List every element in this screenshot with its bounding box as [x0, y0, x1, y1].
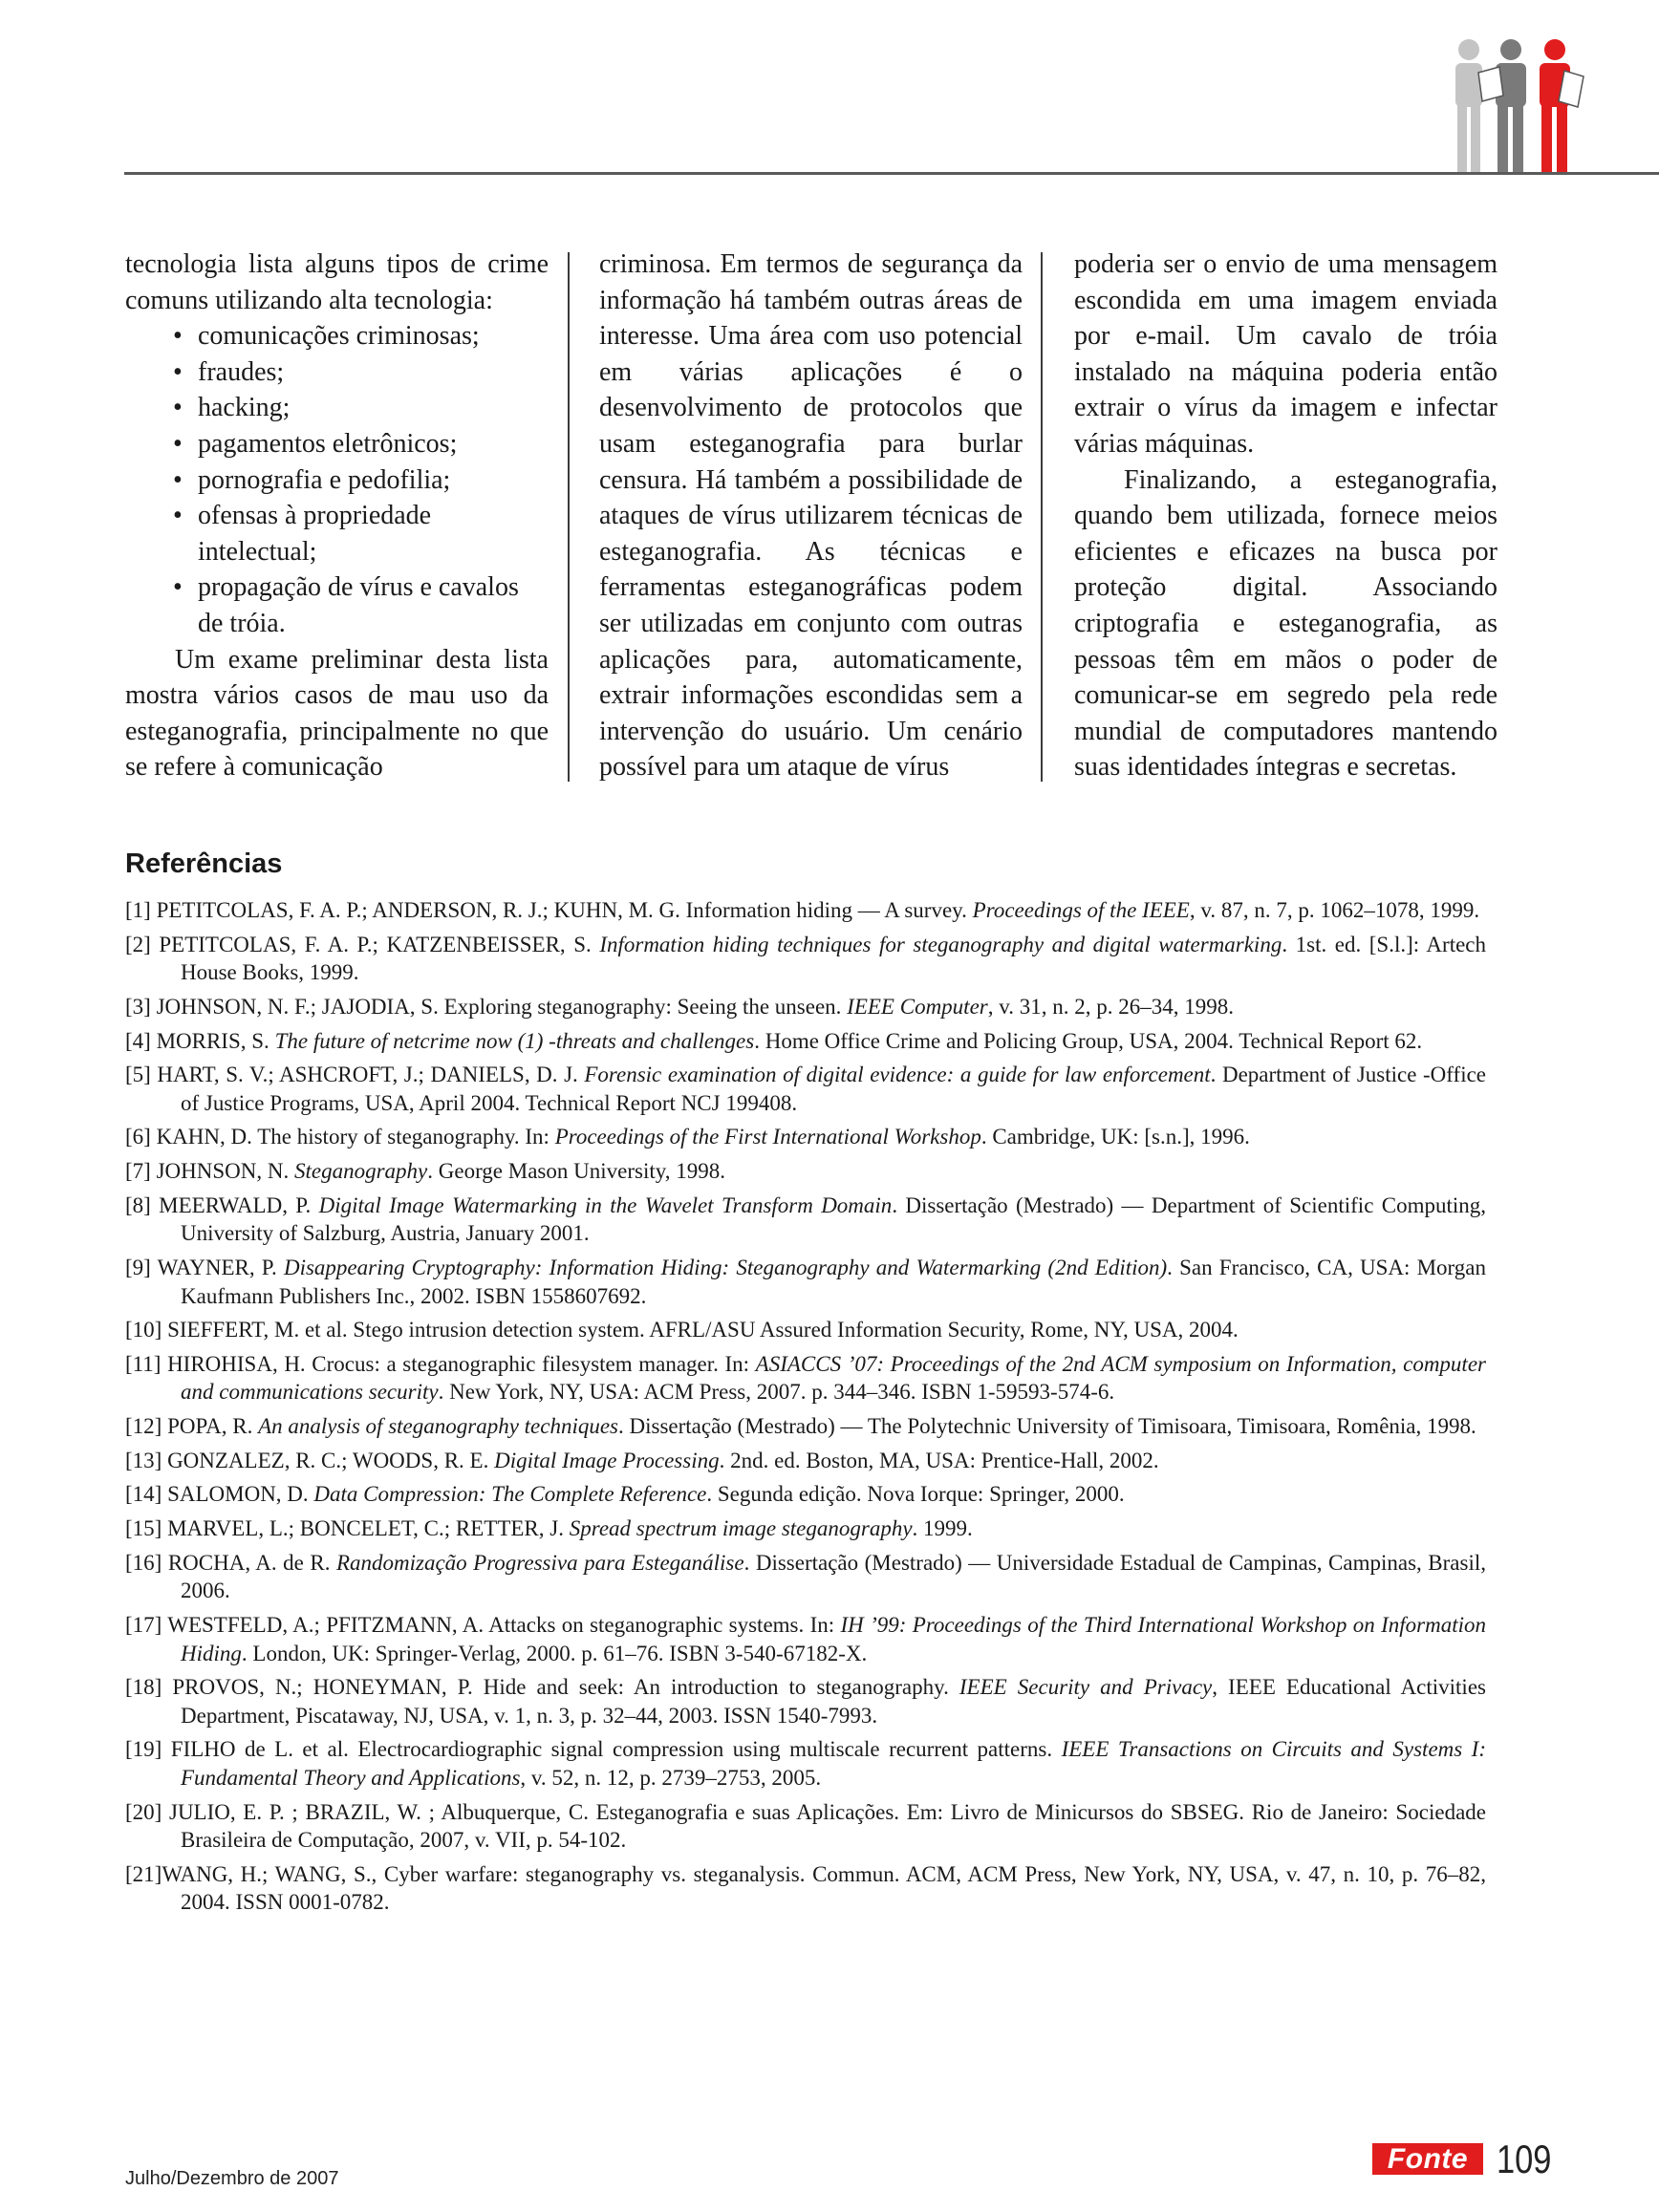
reference-title: Information hiding techniques for steganography and digital watermarking: [599, 932, 1282, 956]
reference-title: Steganography: [293, 1159, 428, 1184]
reference-item: [125, 1735, 1486, 1792]
reference-title: Digital Image Watermarking in the Wavelet Transform Domain: [318, 1192, 893, 1217]
reference-title: ASIACCS ’07: Proceedings of the 2nd ACM symposium on Information, computer and communications security: [181, 1351, 1486, 1405]
list-item: • propagação de vírus e cavalos de tróia.: [173, 569, 549, 641]
reference-details: . Department of Justice -Office of Justice Programs, USA, April 2004. Technical Report NCJ 199408.: [181, 1063, 1486, 1115]
reference-text: [18] PROVOS, N.; HONEYMAN, P. Hide and seek: An introduction to steganography.: [125, 1675, 959, 1700]
reference-details: . 1999.: [912, 1516, 973, 1541]
reference-text: [10] SIEFFERT, M. et al. Stego intrusion detection system. AFRL/ASU Assured Information Security, Rome, NY, USA, 2004.: [125, 1318, 1239, 1342]
reference-title: Spread spectrum image steganography: [569, 1516, 913, 1541]
page-number: 109: [1497, 2137, 1552, 2181]
footer-date: Julho/Dezembro de 2007: [125, 2168, 339, 2189]
reference-details: . San Francisco, CA, USA: Morgan Kaufmann Publishers Inc., 2002. ISBN 1558607692.: [181, 1256, 1487, 1308]
reference-title: The future of netcrime now (1) -threats and challenges: [274, 1028, 755, 1053]
reference-details: . Home Office Crime and Policing Group, USA, 2004. Technical Report 62.: [754, 1028, 1423, 1053]
reference-item: [125, 1350, 1486, 1407]
reference-text: [5] HART, S. V.; ASHCROFT, J.; DANIELS, D. J.: [125, 1063, 585, 1087]
reference-text: [8] MEERWALD, P.: [125, 1192, 319, 1217]
reference-details: . Dissertação (Mestrado) — Universidade Estadual de Campinas, Campinas, Brasil, 2006.: [181, 1550, 1486, 1603]
reference-title: Forensic examination of digital evidence: a guide for law enforcement: [584, 1063, 1211, 1087]
reference-text: [9] WAYNER, P.: [125, 1256, 284, 1279]
reference-details: , v. 52, n. 12, p. 2739–2753, 2005.: [520, 1765, 822, 1790]
column1-paragraph: Um exame preliminar desta lista mostra vários casos de mau uso da esteganografia, principalmente no que se refere à comunicação: [125, 644, 549, 783]
list-item: • ofensas à propriedade intelectual;: [173, 498, 549, 569]
reference-details: , v. 31, n. 2, p. 26–34, 1998.: [987, 994, 1234, 1019]
reference-item: [125, 1061, 1486, 1117]
reference-item: [125, 1860, 1486, 1917]
column2-paragraph: criminosa. Em termos de segurança da informação há também outras áreas de interesse. Uma área com uso potencial em várias aplicações é o desenvolvimento de protocolos que usam esteganografia para burlar censura. Há também a possibilidade de ataques de vírus utilizarem técnicas de esteganografia. As técnicas e ferramentas esteganográficas podem ser utilizadas em conjunto com outras aplicações para, automaticamente, extrair informações escondidas sem a intervenção do usuário. Um cenário possível para um ataque de vírus: [599, 249, 1023, 783]
reference-details: . Dissertação (Mestrado) — The Polytechnic University of Timisoara, Timisoara, Romênia, 1998.: [618, 1414, 1476, 1439]
brand-badge: Fonte: [1372, 2143, 1483, 2175]
reference-item: [125, 1412, 1486, 1441]
reference-text: [4] MORRIS, S.: [125, 1028, 275, 1053]
reference-item: [125, 1798, 1486, 1855]
reference-details: . 2nd. ed. Boston, MA, USA: Prentice-Hall, 2002.: [719, 1448, 1159, 1472]
reference-title: Proceedings of the IEEE: [972, 898, 1190, 922]
reference-title: IEEE Transactions on Circuits and Systems I: Fundamental Theory and Applications: [181, 1737, 1487, 1790]
list-item: • hacking;: [173, 390, 549, 426]
reference-item: [125, 1480, 1486, 1509]
reference-item: [125, 1447, 1486, 1475]
reference-text: [1] PETITCOLAS, F. A. P.; ANDERSON, R. J.; KUHN, M. G. Information hiding — A survey.: [125, 898, 973, 922]
reference-text: [6] KAHN, D. The history of steganography. In:: [125, 1125, 555, 1149]
column-divider: [568, 252, 570, 782]
column-divider: [1041, 252, 1043, 782]
reference-text: [13] GONZALEZ, R. C.; WOODS, R. E.: [125, 1448, 495, 1472]
reference-details: . Dissertação (Mestrado) — Department of Scientific Computing, University of Salzburg, Austria, January 2001.: [181, 1192, 1486, 1246]
column3-paragraph-1: poderia ser o envio de uma mensagem escondida em uma imagem enviada por e-mail. Um cavalo de tróia instalado na máquina poderia então extrair o vírus da imagem e infectar várias máquinas.: [1074, 249, 1497, 459]
reference-title: IH ’99: Proceedings of the Third International Workshop on Information Hiding: [181, 1613, 1486, 1665]
list-item: • comunicações criminosas;: [173, 318, 549, 354]
reference-item: [125, 1549, 1486, 1605]
references-list: [125, 896, 1486, 1922]
reference-details: . Segunda edição. Nova Iorque: Springer, 2000.: [706, 1482, 1125, 1507]
reference-details: . George Mason University, 1998.: [427, 1159, 725, 1184]
reference-title: Proceedings of the First International Workshop: [554, 1125, 981, 1149]
header-rule: [124, 172, 1659, 175]
reference-title: Data Compression: The Complete Reference: [313, 1482, 707, 1507]
reference-item: [125, 896, 1486, 925]
reference-text: [2] PETITCOLAS, F. A. P.; KATZENBEISSER, S.: [125, 932, 600, 956]
reference-item: [125, 1514, 1486, 1543]
text-column-3: [1074, 247, 1497, 785]
text-column-2: [599, 247, 1023, 785]
reference-item: [125, 1157, 1486, 1186]
reference-title: IEEE Computer: [847, 994, 988, 1019]
reference-text: [20] JULIO, E. P. ; BRAZIL, W. ; Albuquerque, C. Esteganografia e suas Aplicações. Em: Livro de Minicursos do SBSEG. Rio de Janeiro: Sociedade Brasileira de Computação, 2007, v. VII, p. 54-102.: [125, 1799, 1486, 1853]
reference-title: Disappearing Cryptography: Information Hiding: Steganography and Watermarking (2nd Edition): [283, 1256, 1168, 1279]
crime-type-list: [125, 318, 549, 641]
reference-item: [125, 1123, 1486, 1151]
reference-text: [15] MARVEL, L.; BONCELET, C.; RETTER, J.: [125, 1516, 570, 1541]
reference-title: IEEE Security and Privacy: [959, 1675, 1213, 1700]
reference-item: [125, 1673, 1486, 1729]
list-item: • fraudes;: [173, 354, 549, 391]
reference-text: [12] POPA, R.: [125, 1414, 259, 1439]
reference-item: [125, 1027, 1486, 1056]
reference-item: [125, 993, 1486, 1021]
reference-item: [125, 1611, 1486, 1667]
reference-details: . London, UK: Springer-Verlag, 2000. p. 61–76. ISBN 3-540-67182-X.: [241, 1641, 868, 1665]
reference-text: [7] JOHNSON, N.: [125, 1159, 294, 1184]
references-heading: Referências: [125, 848, 283, 879]
list-item: • pornografia e pedofilia;: [173, 462, 549, 499]
list-item: • pagamentos eletrônicos;: [173, 426, 549, 462]
reference-item: [125, 1316, 1486, 1344]
reference-details: . Cambridge, UK: [s.n.], 1996.: [980, 1125, 1250, 1149]
reference-text: [14] SALOMON, D.: [125, 1482, 314, 1507]
reference-details: . 1st. ed. [S.l.]: Artech House Books, 1999.: [181, 932, 1487, 985]
reference-text: [21]WANG, H.; WANG, S., Cyber warfare: steganography vs. steganalysis. Commun. ACM, ACM Press, New York, NY, USA, v. 47, n. 10, p. 76–82, 2004. ISSN 0001-0782.: [125, 1861, 1486, 1915]
reference-item: [125, 1254, 1486, 1310]
column1-intro: tecnologia lista alguns tipos de crime comuns utilizando alta tecnologia:: [125, 249, 549, 315]
reference-details: , v. 87, n. 7, p. 1062–1078, 1999.: [1189, 898, 1480, 922]
reference-text: [16] ROCHA, A. de R.: [125, 1550, 336, 1575]
reference-item: [125, 1192, 1486, 1248]
reference-item: [125, 931, 1486, 987]
text-column-1: [125, 247, 549, 785]
reference-details: , IEEE Educational Activities Department, Piscataway, NJ, USA, v. 1, n. 3, p. 32–44, 2003. ISSN 1540-7993.: [181, 1675, 1486, 1728]
reference-text: [17] WESTFELD, A.; PFITZMANN, A. Attacks on steganographic systems. In:: [125, 1613, 841, 1637]
reference-text: [19] FILHO de L. et al. Electrocardiographic signal compression using multiscale recurrent patterns.: [125, 1737, 1062, 1762]
column3-paragraph-2: Finalizando, a esteganografia, quando bem utilizada, fornece meios eficientes e eficazes na busca por proteção digital. Associando criptografia e esteganografia, as pessoas têm em mãos o poder de comunicar-se em segredo pela rede mundial de computadores mantendo suas identidades íntegras e secretas.: [1074, 464, 1497, 783]
three-people-icon: [1448, 38, 1591, 174]
reference-text: [3] JOHNSON, N. F.; JAJODIA, S. Exploring steganography: Seeing the unseen.: [125, 994, 848, 1019]
reference-details: . New York, NY, USA: ACM Press, 2007. p. 344–346. ISBN 1-59593-574-6.: [438, 1380, 1115, 1405]
reference-title: Digital Image Processing: [494, 1448, 720, 1472]
reference-text: [11] HIROHISA, H. Crocus: a steganographic filesystem manager. In:: [125, 1351, 756, 1376]
reference-title: Randomização Progressiva para Esteganálise: [335, 1550, 744, 1575]
reference-title: An analysis of steganography techniques: [258, 1414, 619, 1439]
